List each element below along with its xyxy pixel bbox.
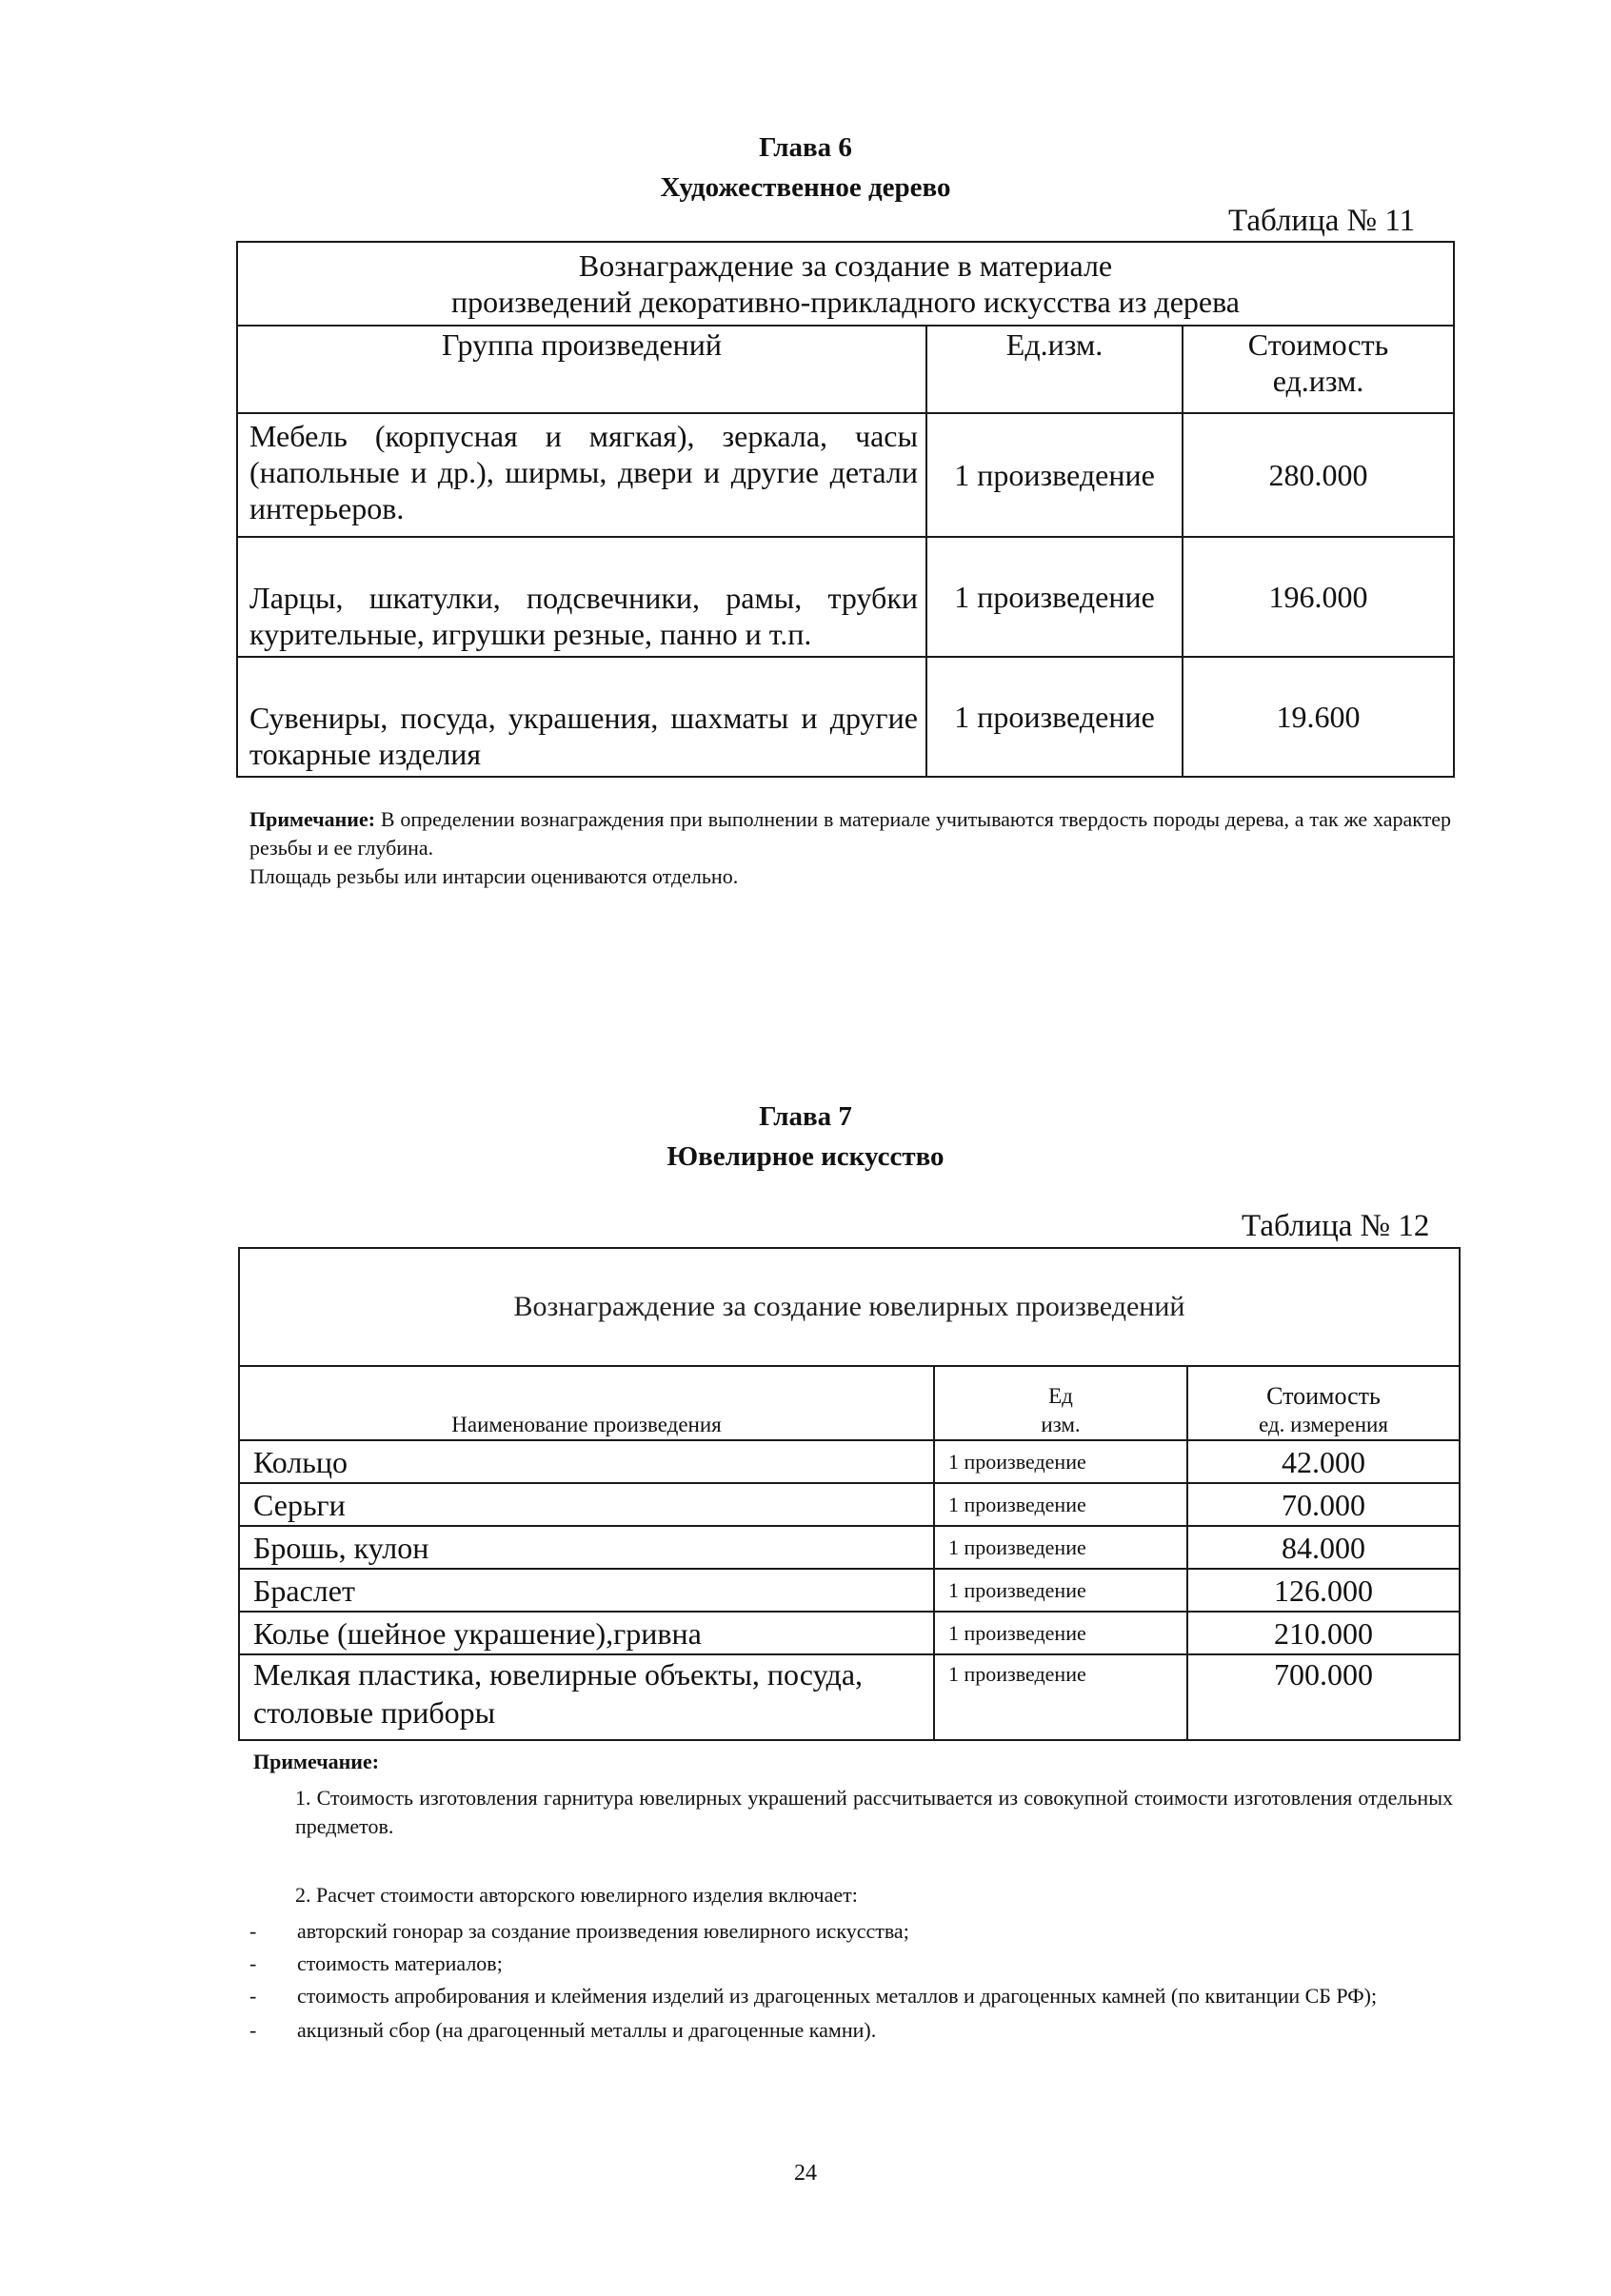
table-12-cell-price: 700.000	[1187, 1654, 1460, 1740]
chapter-6-note-label: Примечание:	[249, 807, 376, 831]
chapter-6-note	[249, 805, 1451, 891]
bullet-marker: -	[249, 1951, 257, 1975]
table-11-cell-unit: 1 произведение	[926, 657, 1183, 777]
table-12-cell-price: 70.000	[1187, 1483, 1460, 1526]
table-11-header-price-line1: Стоимость	[1247, 327, 1389, 362]
chapter-7-note-label	[253, 1748, 379, 1776]
table-row	[237, 657, 1454, 777]
bullet-text: авторский гонорар за создание произведения ювелирного искусства;	[297, 1919, 909, 1943]
table-row	[239, 1612, 1460, 1654]
table-12-cell-name: Колье (шейное украшение),гривна	[239, 1612, 934, 1654]
table-12-cell-unit: 1 произведение	[934, 1569, 1187, 1612]
table-12-header-name: Наименование произведения	[239, 1366, 934, 1440]
table-row	[239, 1654, 1460, 1740]
table-11-number: Таблица № 11	[1228, 204, 1416, 238]
bullet-marker: -	[249, 2018, 257, 2042]
table-12-header-unit	[934, 1366, 1187, 1440]
table-12-cell-price: 84.000	[1187, 1526, 1460, 1569]
table-11-cell-name: Сувениры, посуда, украшения, шахматы и другие токарные изделия	[237, 657, 926, 777]
table-11-header-group: Группа произведений	[237, 326, 926, 413]
list-item	[249, 1982, 1453, 2010]
table-12-cell-name: Мелкая пластика, ювелирные объекты, посуда, столовые приборы	[239, 1654, 934, 1740]
table-12-cell-name: Серьги	[239, 1483, 934, 1526]
list-item	[249, 1917, 1453, 1946]
table-12-header-price	[1187, 1366, 1460, 1440]
table-11-header-price	[1183, 326, 1454, 413]
table-11-caption	[237, 242, 1454, 326]
table-11	[236, 241, 1455, 778]
table-11-cell-unit: 1 произведение	[926, 413, 1183, 537]
chapter-7-note-1: 1. Стоимость изготовления гарнитура ювелирных украшений рассчитывается из совокупной стоимости изготовления отдельных предметов.	[295, 1786, 1453, 1838]
table-12-cell-unit: 1 произведение	[934, 1440, 1187, 1483]
table-12-cell-price: 210.000	[1187, 1612, 1460, 1654]
table-11-caption-line2: произведений декоративно-прикладного искусства из дерева	[451, 285, 1240, 319]
table-11-caption-line1: Вознаграждение за создание в материале	[578, 248, 1113, 283]
table-11-header-unit: Ед.изм.	[926, 326, 1183, 413]
table-row	[239, 1569, 1460, 1612]
table-row	[237, 537, 1454, 657]
table-12-cell-name: Брошь, кулон	[239, 1526, 934, 1569]
table-12-number: Таблица № 12	[1242, 1209, 1430, 1243]
table-12	[238, 1247, 1461, 1741]
table-12-cell-unit: 1 произведение	[934, 1526, 1187, 1569]
table-12-cell-unit: 1 произведение	[934, 1654, 1187, 1740]
table-12-header-unit-line2: изм.	[1041, 1413, 1081, 1436]
table-12-header-price-line2: ед. измерения	[1259, 1413, 1388, 1436]
chapter-6-note-text2: Площадь резьбы или интарсии оцениваются отдельно.	[249, 864, 739, 888]
table-11-cell-name: Ларцы, шкатулки, подсвечники, рамы, трубки курительные, игрушки резные, панно и т.п.	[237, 537, 926, 657]
bullet-marker: -	[249, 1984, 257, 2008]
table-row	[239, 1483, 1460, 1526]
table-11-cell-price: 19.600	[1183, 657, 1454, 777]
table-12-cell-price: 126.000	[1187, 1569, 1460, 1612]
bullet-text: стоимость материалов;	[297, 1951, 503, 1975]
list-item	[249, 2016, 1453, 2045]
table-11-header-price-line2: ед.изм.	[1272, 364, 1364, 398]
table-12-cell-unit: 1 произведение	[934, 1483, 1187, 1526]
bullet-list	[249, 1917, 1453, 2045]
page-number: 24	[794, 2161, 817, 2186]
table-11-cell-name: Мебель (корпусная и мягкая), зеркала, часы (напольные и др.), ширмы, двери и другие детали интерьеров.	[237, 413, 926, 537]
table-11-cell-price: 280.000	[1183, 413, 1454, 537]
list-item	[249, 1950, 1453, 1978]
table-row	[237, 413, 1454, 537]
bullet-text: стоимость апробирования и клеймения изделий из драгоценных металлов и драгоценных камней (по квитанции СБ РФ);	[297, 1984, 1378, 2008]
table-12-cell-name: Браслет	[239, 1569, 934, 1612]
table-12-header-price-line1: Стоимость	[1266, 1382, 1381, 1410]
table-12-cell-name: Кольцо	[239, 1440, 934, 1483]
table-row	[239, 1440, 1460, 1483]
chapter-6-heading: Глава 6	[759, 132, 852, 163]
table-12-header-unit-line1: Ед	[1048, 1384, 1073, 1408]
bullet-marker: -	[249, 1919, 257, 1943]
table-11-cell-price: 196.000	[1183, 537, 1454, 657]
table-12-cell-unit: 1 произведение	[934, 1612, 1187, 1654]
chapter-7-heading: Глава 7	[759, 1101, 852, 1132]
table-12-caption: Вознаграждение за создание ювелирных произведений	[239, 1248, 1460, 1366]
chapter-7-title: Ювелирное искусство	[666, 1141, 945, 1172]
table-row	[239, 1526, 1460, 1569]
bullet-text: акцизный сбор (на драгоценный металлы и драгоценные камни).	[297, 2018, 877, 2042]
chapter-7-note-label-text: Примечание:	[253, 1750, 380, 1773]
chapter-7-note-2: 2. Расчет стоимости авторского ювелирного изделия включает:	[295, 1883, 858, 1907]
chapter-6-title: Художественное дерево	[660, 172, 951, 203]
table-11-cell-unit: 1 произведение	[926, 537, 1183, 657]
table-12-cell-price: 42.000	[1187, 1440, 1460, 1483]
chapter-6-note-text: В определении вознаграждения при выполнении в материале учитываются твердость породы дерева, а так же характер резьбы и ее глубина.	[249, 807, 1452, 860]
